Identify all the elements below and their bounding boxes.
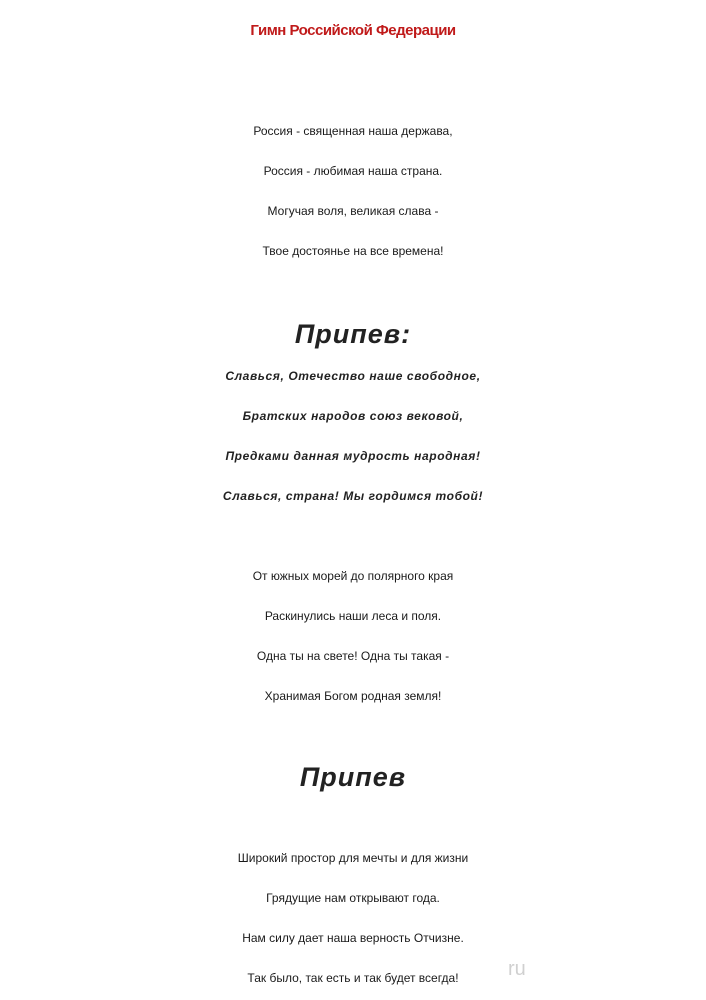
verse-line: Россия - любимая наша страна. (263, 164, 443, 178)
verse-line: Могучая воля, великая слава - (267, 204, 439, 218)
chorus-line: Славься, страна! Мы гордимся тобой! (222, 489, 484, 503)
chorus (0, 356, 706, 516)
verse-line: Одна ты на свете! Одна ты такая - (256, 649, 450, 663)
chorus-line: Братских народов союз вековой, (242, 409, 464, 423)
chorus-label-2: Припев (299, 762, 407, 792)
chorus-line: Славься, Отечество наше свободное, (225, 369, 481, 383)
watermark: ru (508, 958, 526, 980)
verse-line: Хранимая Богом родная земля! (264, 689, 442, 703)
verse-line: Широкий простор для мечты и для жизни (237, 851, 469, 865)
verse-line: Раскинулись наши леса и поля. (264, 609, 442, 623)
verse-line: Твое достоянье на все времена! (262, 244, 444, 258)
verse-line: От южных морей до полярного края (252, 569, 454, 583)
verse-1 (0, 111, 706, 271)
chorus-line: Предками данная мудрость народная! (225, 449, 481, 463)
verse-line: Грядущие нам открывают года. (266, 891, 440, 905)
verse-line: Так было, так есть и так будет всегда! (247, 971, 459, 985)
page-title: Гимн Российской Федерации (250, 22, 456, 39)
verse-line: Нам силу дает наша верность Отчизне. (242, 931, 464, 945)
verse-2 (0, 556, 706, 716)
verse-line: Россия - священная наша держава, (253, 124, 453, 138)
chorus-label: Припев: (294, 319, 412, 349)
verse-3 (0, 838, 706, 998)
